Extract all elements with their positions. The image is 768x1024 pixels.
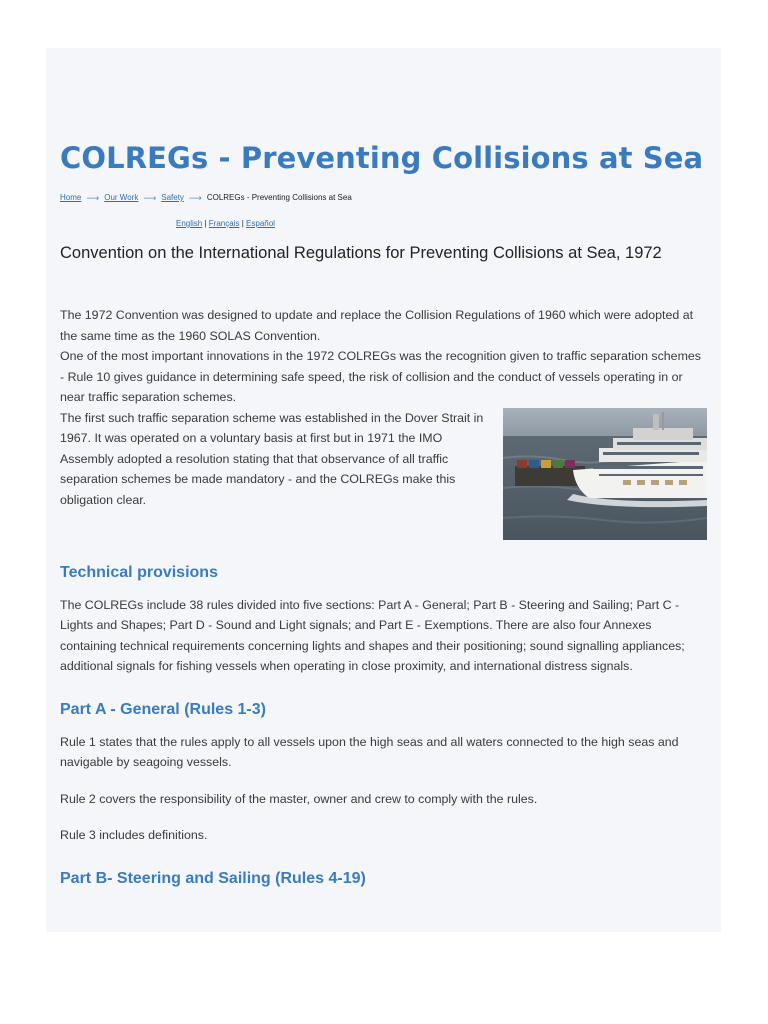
part-a-heading: Part A - General (Rules 1-3) bbox=[60, 700, 266, 718]
article-container bbox=[46, 48, 721, 932]
breadcrumb-safety-link[interactable]: Safety bbox=[161, 193, 184, 202]
rule-2-text: Rule 2 covers the responsibility of the master, owner and crew to comply with the rules. bbox=[60, 791, 538, 806]
language-selector bbox=[176, 218, 707, 230]
intro-paragraph: The 1972 Convention was designed to update and replace the Collision Regulations of 1960 which were adopted at the same time as the 1960 SOLAS Convention. bbox=[60, 308, 694, 343]
rule-3-text: Rule 3 includes definitions. bbox=[60, 828, 208, 842]
intro-paragraph: The first such traffic separation scheme was established in the Dover Strait in 1967. It was operated on a voluntary basis at first but in 1971 the IMO Assembly adopted a resolution stating that that observance of all traffic separation schemes be made mandatory - and the COLREGs make this obligation clear. bbox=[60, 410, 484, 507]
technical-provisions-heading: Technical provisions bbox=[60, 563, 218, 581]
lang-divider: | bbox=[241, 219, 244, 228]
lang-spanish-link[interactable]: Español bbox=[246, 219, 275, 228]
cruise-ship-photo bbox=[503, 408, 707, 540]
breadcrumb-home-link[interactable]: Home bbox=[60, 193, 82, 202]
breadcrumb-arrow-icon: ⟶ bbox=[143, 193, 157, 203]
page-title: COLREGs - Preventing Collisions at Sea bbox=[60, 141, 704, 175]
breadcrumb-our-work-link[interactable]: Our Work bbox=[104, 193, 139, 202]
breadcrumb bbox=[60, 192, 707, 204]
technical-provisions-text: The COLREGs include 38 rules divided into five sections: Part A - General; Part B - Steering and Sailing; Part C - Lights and Shapes; Part D - Sound and Light signals; and Part E - Exemptions. There are also four Annexes containing technical requirements concerning lights and shapes and their positioning; sound signalling appliances; additional signals for fishing vessels when operating in close proximity, and international distress signals. bbox=[60, 597, 685, 673]
breadcrumb-arrow-icon: ⟶ bbox=[86, 193, 100, 203]
part-b-heading: Part B- Steering and Sailing (Rules 4-19) bbox=[60, 869, 366, 887]
lang-divider: | bbox=[204, 219, 207, 228]
breadcrumb-arrow-icon: ⟶ bbox=[188, 193, 202, 203]
intro-paragraph: One of the most important innovations in the 1972 COLREGs was the recognition given to traffic separation schemes - Rule 10 gives guidance in determining safe speed, the risk of collision and the conduct of vessels operating in or near traffic separation schemes. bbox=[60, 349, 701, 404]
intro-section bbox=[60, 305, 707, 510]
lang-french-link[interactable]: Français bbox=[208, 219, 240, 228]
breadcrumb-current: COLREGs - Preventing Collisions at Sea bbox=[206, 193, 352, 202]
convention-subtitle: Convention on the International Regulations for Preventing Collisions at Sea, 1972 bbox=[60, 244, 662, 262]
ship-image-icon bbox=[503, 408, 707, 540]
rule-1-text: Rule 1 states that the rules apply to all vessels upon the high seas and all waters connected to the high seas and navigable by seagoing vessels. bbox=[60, 734, 679, 769]
lang-english-link[interactable]: English bbox=[176, 219, 203, 228]
